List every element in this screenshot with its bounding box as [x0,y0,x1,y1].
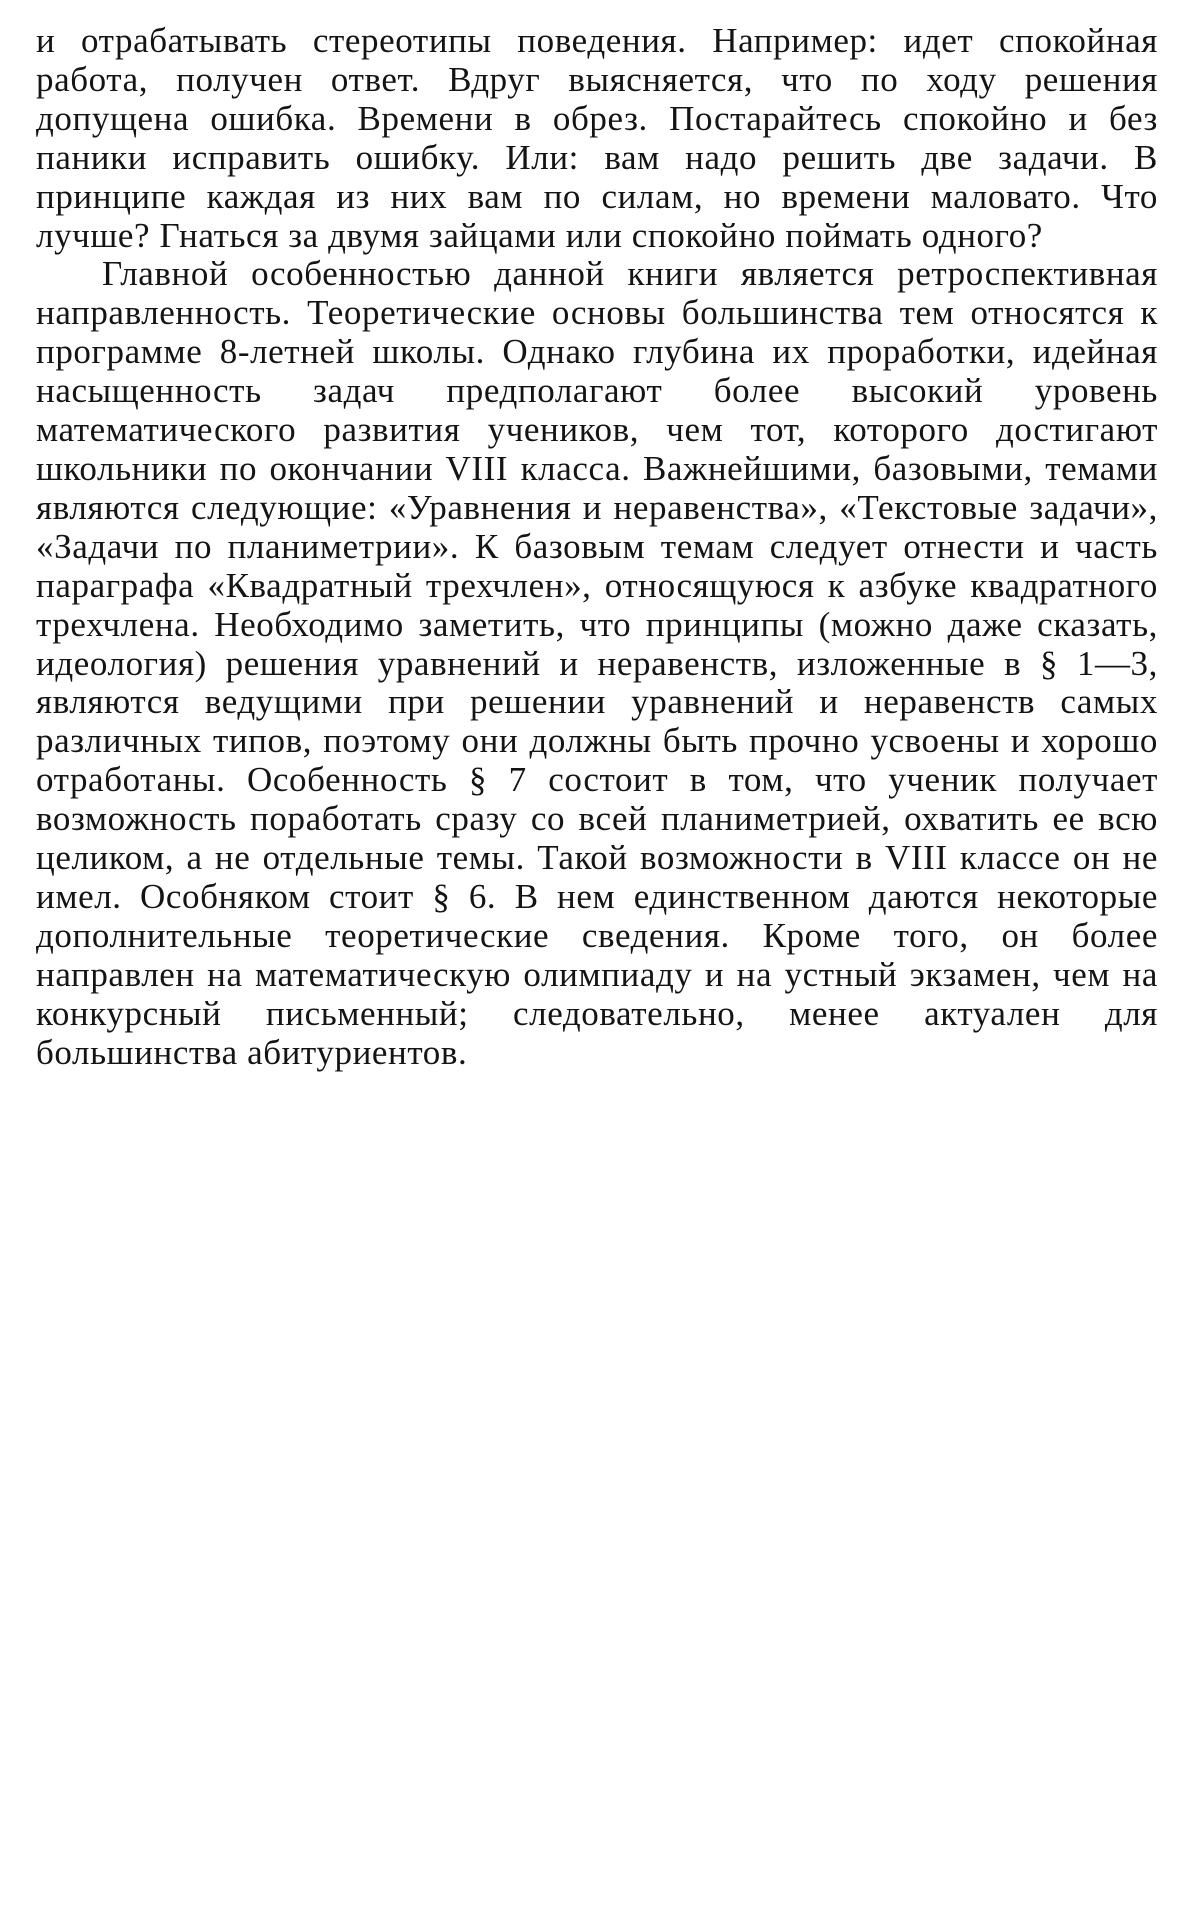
paragraph-book-features: Главной особенностью данной книги является ретроспективная направленность. Теоретические основы большинства тем относятся к программе 8-летней школы. Однако глубина их проработки, идейная насыщенность задач предполагают более высокий уровень математического развития учеников, чем тот, которого достигают школьники по окончании VIII класса. Важнейшими, базовыми, темами являются следующие: «Уравнения и неравенства», «Текстовые задачи», «Задачи по планиметрии». К базовым темам следует отнести и часть параграфа «Квадратный трехчлен», относящуюся к азбуке квадратного трехчлена. Необходимо заметить, что принципы (можно даже сказать, идеология) решения уравнений и неравенств, изложенные в § 1—3, являются ведущими при решении уравнений и неравенств самых различных типов, поэтому они должны быть прочно усвоены и хорошо отработаны. Особенность § 7 состоит в том, что ученик получает возможность поработать сразу со всей планиметрией, охватить ее всю целиком, а не отдельные темы. Такой возможности в VIII классе он не имел. Особняком стоит § 6. В нем единственном даются некоторые дополнительные теоретические сведения. Кроме того, он более направлен на математическую олимпиаду и на устный экзамен, чем на конкурсный письменный; следовательно, менее актуален для большинства абитуриентов. [36,254,1158,1072]
document-page [36,22,1158,1072]
paragraph-continuation: и отрабатывать стереотипы поведения. Например: идет спокойная работа, получен ответ. Вдруг выясняется, что по ходу решения допущена ошибка. Времени в обрез. Постарайтесь спокойно и без паники исправить ошибку. Или: вам надо решить две задачи. В принципе каждая из них вам по силам, но времени маловато. Что лучше? Гнаться за двумя зайцами или спокойно поймать одного? [36,21,1158,255]
